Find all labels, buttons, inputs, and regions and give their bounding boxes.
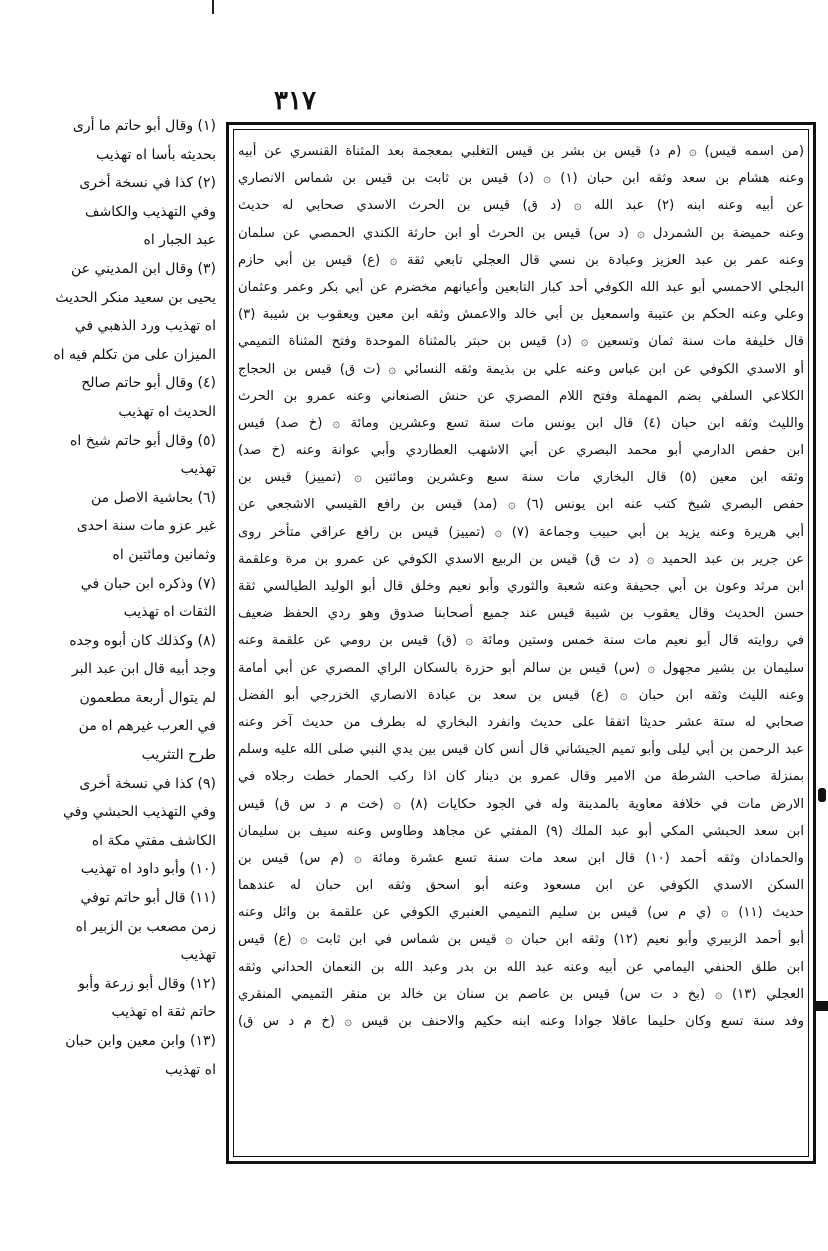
main-text-line: الارض مات في خلافة معاوية بالمدينة وله في الجود حكايات (٨) ۞ (خت م د س ق) قيس <box>238 796 804 812</box>
main-text-line: ابن طلق الحنفي اليمامي عن أبيه وعنه عبد الله بن بدر وعبد الله بن النعمان الحداني وثقه <box>238 959 804 975</box>
margin-note-line: حاتم ثقة اه تهذيب <box>111 1004 216 1021</box>
main-text-line: أو الاسدي الكوفي عن ابن عباس وعنه علي بن بذيمة وثقه النسائي ۞ (ت ق) قيس بن الحجاج <box>238 361 804 377</box>
margin-note-line: اه تهذيب <box>164 1061 216 1078</box>
main-text-line: البجلي الاحمسي أبو عبد الله الكوفي أحد كبار التابعين وأعيانهم مخضرم عن أبي بكر وعمر وعثمان <box>238 279 804 295</box>
main-text-line: وثقه ابن معين (٥) قال البخاري مات سنة سبع وعشرين ومائتين ۞ (تمييز) قيس بن <box>238 470 804 486</box>
main-text-line: وعنه الليث وثقه ابن حبان ۞ (ع) قيس بن سعد بن عبادة الانصاري الخزرجي أبو الفضل <box>238 687 804 703</box>
margin-note-line: (٣) وقال ابن المديني عن <box>71 260 216 277</box>
margin-note-line: (٢) كذا في نسخة أخرى <box>79 175 216 192</box>
margin-note-line: (٥) وقال أبو حاتم شيخ اه <box>70 432 216 449</box>
margin-note-line: غير عزو مات سنة احدى <box>76 518 216 535</box>
margin-note-line: وفي التهذيب الحبشي وفي <box>63 804 216 821</box>
margin-note-line: عبد الجبار اه <box>143 232 216 249</box>
margin-note-line: وثمانين ومائتين اه <box>112 546 216 563</box>
margin-note-line: اه تهذيب ورد الذهبي في <box>74 318 216 335</box>
main-text-line: صحابي له ستة عشر حديثا اتفقا على حديث وانفرد البخاري له بطرف من حديث آخر وعنه <box>238 714 804 730</box>
margin-note-line: في العرب غيرهم اه من <box>78 718 216 735</box>
margin-note-line: (٤) وقال أبو حاتم صالح <box>81 375 216 392</box>
main-text-line: الكلاعي السلفي بضم المهملة وفتح اللام المصري عن حنش الصنعاني وعنه عمرو بن الحرث <box>238 388 804 404</box>
margin-note-line: (٦) بحاشية الاصل من <box>91 489 216 506</box>
main-text-line: العجلي (١٣) ۞ (بخ د ت س) قيس بن عاصم بن سنان بن خالد بن منقر التميمي المنقري <box>238 986 804 1002</box>
main-text-line: السكن الاسدي الكوفي عن ابن مسعود وعنه أبو اسحق وثقه ابن حبان له عندهما <box>238 878 804 894</box>
margin-note-line: زمن مصعب بن الزبير اه <box>75 918 216 935</box>
main-text-line: حسن الحديث وقال يعقوب بن شيبة قيس عند جميع أصحابنا صدوق وهو ردي الحفظ ضعيف <box>238 606 804 622</box>
margin-note-line: الحديث اه تهذيب <box>118 403 216 420</box>
margin-notes <box>6 112 216 1122</box>
margin-note-line: طرح التثريب <box>141 747 216 764</box>
main-text-line: حديث (١١) ۞ (ي م س) قيس بن سليم التميمي العنبري الكوفي عن علقمة بن وائل وعنه <box>238 905 804 921</box>
main-text-line: وعنه هشام بن سعد وثقه ابن حبان (١) ۞ (د) قيس بن ثابت بن قيس بن شماس الانصاري <box>238 171 804 187</box>
margin-note-line: بحديثه بأسا اه تهذيب <box>96 146 216 163</box>
margin-note-line: وفي التهذيب والكاشف <box>85 203 216 220</box>
main-text-line: في روايته قال أبو نعيم مات سنة خمس وستين ومائة ۞ (ق) قيس بن رومي عن علقمة وعنه <box>238 633 804 649</box>
margin-note-line: (٧) وذكره ابن حبان في <box>80 575 216 592</box>
page-number: ٣١٧ <box>274 86 316 116</box>
main-text-line: عن جرير بن عبد الحميد ۞ (د ت ق) قيس بن الربيع الاسدي الكوفي عن عمرو بن مرة وعلقمة <box>238 551 804 567</box>
top-edge-mark <box>212 0 214 14</box>
main-text-line: (من اسمه قيس) ۞ (م د) قيس بن بشر بن قيس التغلبي بمعجمة بعد المثناة القنسري عن أبيه <box>238 144 804 159</box>
main-text-line: وفد سنة تسع وكان حليما عاقلا جوادا وعنه ابنه حكيم والاحنف بن قيس ۞ (خ م د س ق) <box>238 1014 804 1029</box>
main-text-line: قال خليفة مات سنة ثمان وتسعين ۞ (د) قيس بن حبتر بالمثناة الموحدة وفتح المثناة التميمي <box>238 334 804 350</box>
main-text-line: أبي هريرة وعنه يزيد بن أبي حبيب وجماعة (٧) ۞ (تمييز) قيس بن رافع عراقي متأخر روى <box>238 524 804 540</box>
main-text-line: سليمان بن بشير مجهول ۞ (س) قيس بن سالم أبو حزرة بالسكان الراي المصري عن أبي أمامة <box>238 660 804 676</box>
scan-edge-mark <box>818 788 826 802</box>
margin-note-line: الكاشف مفتي مكة اه <box>91 832 216 849</box>
main-text-line: حفص البصري شيخ كتب عنه ابن يونس (٦) ۞ (مد) قيس بن رافع القيسي الاشجعي عن <box>238 497 804 513</box>
margin-note-line: الثقات اه تهذيب <box>123 604 216 621</box>
margin-note-line: (١٠) وأبو داود اه تهذيب <box>80 861 216 878</box>
main-text-line: وعلي وعنه الحكم بن عتيبة واسمعيل بن أبي خالد والاعمش وثقه ابن معين ويعقوب بن شيبة (٣) <box>238 307 804 323</box>
main-text-line: وعنه حميضة بن الشمردل ۞ (د س) قيس بن الحرث أو ابن حارثة الكندي الحمصي عن سلمان <box>238 225 804 241</box>
main-text-line: بمنزلة صاحب الشرطة من الامير وقال عمرو بن دينار كان اذا ركب الحمار خطت رجلاه في <box>238 769 804 785</box>
margin-note-line: (٩) كذا في نسخة أخرى <box>79 775 216 792</box>
margin-note-line: (١١) قال أبو حاتم توفي <box>80 890 216 907</box>
main-text-line: أبو أحمد الزبيري وأبو نعيم (١٢) وثقه ابن حبان ۞ قيس بن شماس في ابن ثابت ۞ (ع) قيس <box>238 932 804 948</box>
scan-edge-mark <box>813 1001 828 1011</box>
margin-note-line: (١) وقال أبو حاتم ما أرى <box>72 118 216 134</box>
margin-note-line: يحيى بن سعيد منكر الحديث <box>55 289 216 306</box>
main-text-line: ابن سعد الحبشي المكي أبو عبد الملك (٩) المفتي عن مجاهد وطاوس وعنه سيف بن سليمان <box>238 823 804 839</box>
main-text-block <box>238 138 804 1154</box>
main-text-line: ابن حفص الدارمي أبو محمد البصري عن أبي الاشهب العطاردي وأبي عوانة وعنه (خ صد) <box>238 443 804 459</box>
margin-note-line: تهذيب <box>180 947 216 964</box>
margin-note-line: (١٣) وابن معين وابن حبان <box>65 1033 216 1049</box>
main-text-line: والليث وثقه ابن حبان (٤) قال ابن يونس مات سنة تسع وعشرين ومائة ۞ (خ صد) قيس <box>238 415 804 431</box>
main-text-line: والحمادان وثقه أحمد (١٠) قال ابن سعد مات سنة تسع عشرة ومائة ۞ (م س) قيس بن <box>238 850 804 866</box>
main-text-line: عبد الرحمن بن أبي ليلى وأبو تميم الجيشاني قال أنس كان قيس بين يدي النبي صلى الله عليه وسلم <box>238 742 804 758</box>
margin-note-line: الميزان على من تكلم فيه اه <box>53 346 216 363</box>
margin-note-line: وجد أبيه قال ابن عبد البر <box>71 661 216 678</box>
margin-note-line: (٨) وكذلك كان أبوه وجده <box>69 632 216 649</box>
main-text-line: وعنه عمر بن عبد العزيز وعبادة بن نسي قال العجلي تابعي ثقة ۞ (ع) قيس بن أبي حازم <box>238 252 804 268</box>
margin-note-line: لم يتوال أربعة مطعمون <box>79 689 216 706</box>
margin-note-line: تهذيب <box>180 461 216 478</box>
margin-note-line: (١٢) وقال أبو زرعة وأبو <box>78 975 216 992</box>
main-text-line: ابن مرثد وعون بن أبي جحيفة وعنه شعبة والثوري وأبو نعيم وخلق قال أبو الوليد الطيالسي ثقة <box>238 579 804 594</box>
main-text-line: عن أبيه وعنه ابنه (٢) عبد الله ۞ (د ق) قيس بن الحرث الاسدي صحابي له حديث <box>238 198 804 214</box>
